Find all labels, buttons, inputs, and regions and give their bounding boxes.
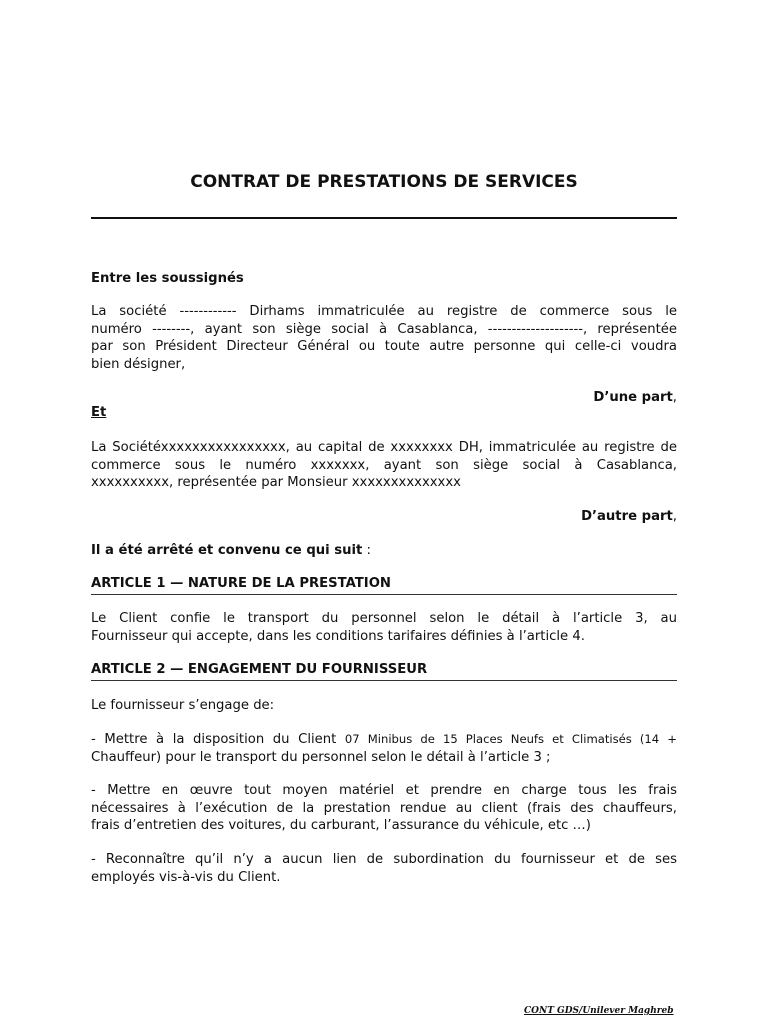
between-heading: Entre les soussignés: [91, 271, 244, 286]
title-divider: [91, 217, 677, 219]
article2-item3: [91, 851, 677, 886]
article2-item3-line: - Reconnaître qu’il n’y a aucun lien de subordination du fournisseur et de ses: [91, 852, 677, 867]
article2-item2-line: - Mettre en œuvre tout moyen matériel et prendre en charge tous les frais: [91, 783, 677, 798]
party1-paragraph: [91, 303, 677, 373]
agreed-line: [91, 542, 677, 560]
party1-closing: [91, 389, 677, 407]
article2-item1: [91, 731, 677, 766]
article2-item1-part1: - Mettre à la disposition du Client: [91, 732, 345, 747]
page-footer: CONT GDS/Unilever Maghreb: [524, 1006, 674, 1016]
party2-line: xxxxxxxxxx, représentée par Monsieur xxxxxxxxxxxxxx: [91, 475, 461, 490]
party2-closing: [91, 508, 677, 526]
article2-item1-small: 07 Minibus de 15 Places Neufs et Climatisés (14 +: [344, 732, 677, 746]
party2-line: commerce sous le numéro xxxxxxx, ayant son siège social à Casablanca,: [91, 457, 677, 473]
article2-title: ARTICLE 2 — ENGAGEMENT DU FOURNISSEUR: [91, 661, 677, 681]
and-label: Et: [91, 405, 107, 420]
article1-paragraph: [91, 610, 677, 645]
party1-line: bien désigner,: [91, 356, 186, 372]
party2-paragraph: [91, 439, 677, 492]
article2-item2-line: frais d’entretien des voitures, du carburant, l’assurance du véhicule, etc …): [91, 818, 591, 833]
article2-intro: Le fournisseur s’engage de:: [91, 698, 275, 713]
party1-line: La société ------------ Dirhams immatriculée au registre de commerce sous le: [91, 304, 677, 319]
article1-title: ARTICLE 1 — NATURE DE LA PRESTATION: [91, 575, 677, 595]
party2-closing-comma: ,: [672, 509, 677, 524]
party1-closing-text: D’une part: [593, 390, 673, 405]
party1-line: numéro --------, ayant son siège social à Casablanca, --------------------, représentée: [91, 321, 677, 337]
party2-closing-text: D’autre part: [581, 509, 673, 524]
party1-line: par son Président Directeur Général ou toute autre personne qui celle-ci voudra: [91, 339, 677, 354]
article2-item2-line: nécessaires à l’exécution de la prestation rendue au client (frais des chauffeurs,: [91, 800, 677, 816]
page-title: CONTRAT DE PRESTATIONS DE SERVICES: [190, 172, 578, 192]
article2-item1-line1: [91, 731, 677, 749]
article2-item3-line: employés vis-à-vis du Client.: [91, 869, 281, 885]
party2-line: La Sociétéxxxxxxxxxxxxxxxx, au capital de xxxxxxxx DH, immatriculée au registre de: [91, 440, 677, 455]
article2-item2: [91, 782, 677, 835]
party1-closing-comma: ,: [672, 390, 677, 405]
agreed-text: Il a été arrêté et convenu ce qui suit: [91, 543, 363, 558]
article2-item1-line2: Chauffeur) pour le transport du personnel selon le détail à l’article 3 ;: [91, 749, 551, 765]
article1-line: Fournisseur qui accepte, dans les conditions tarifaires définies à l’article 4.: [91, 628, 585, 644]
agreed-suffix: :: [362, 543, 371, 558]
article1-line: Le Client confie le transport du personnel selon le détail à l’article 3, au: [91, 611, 677, 626]
